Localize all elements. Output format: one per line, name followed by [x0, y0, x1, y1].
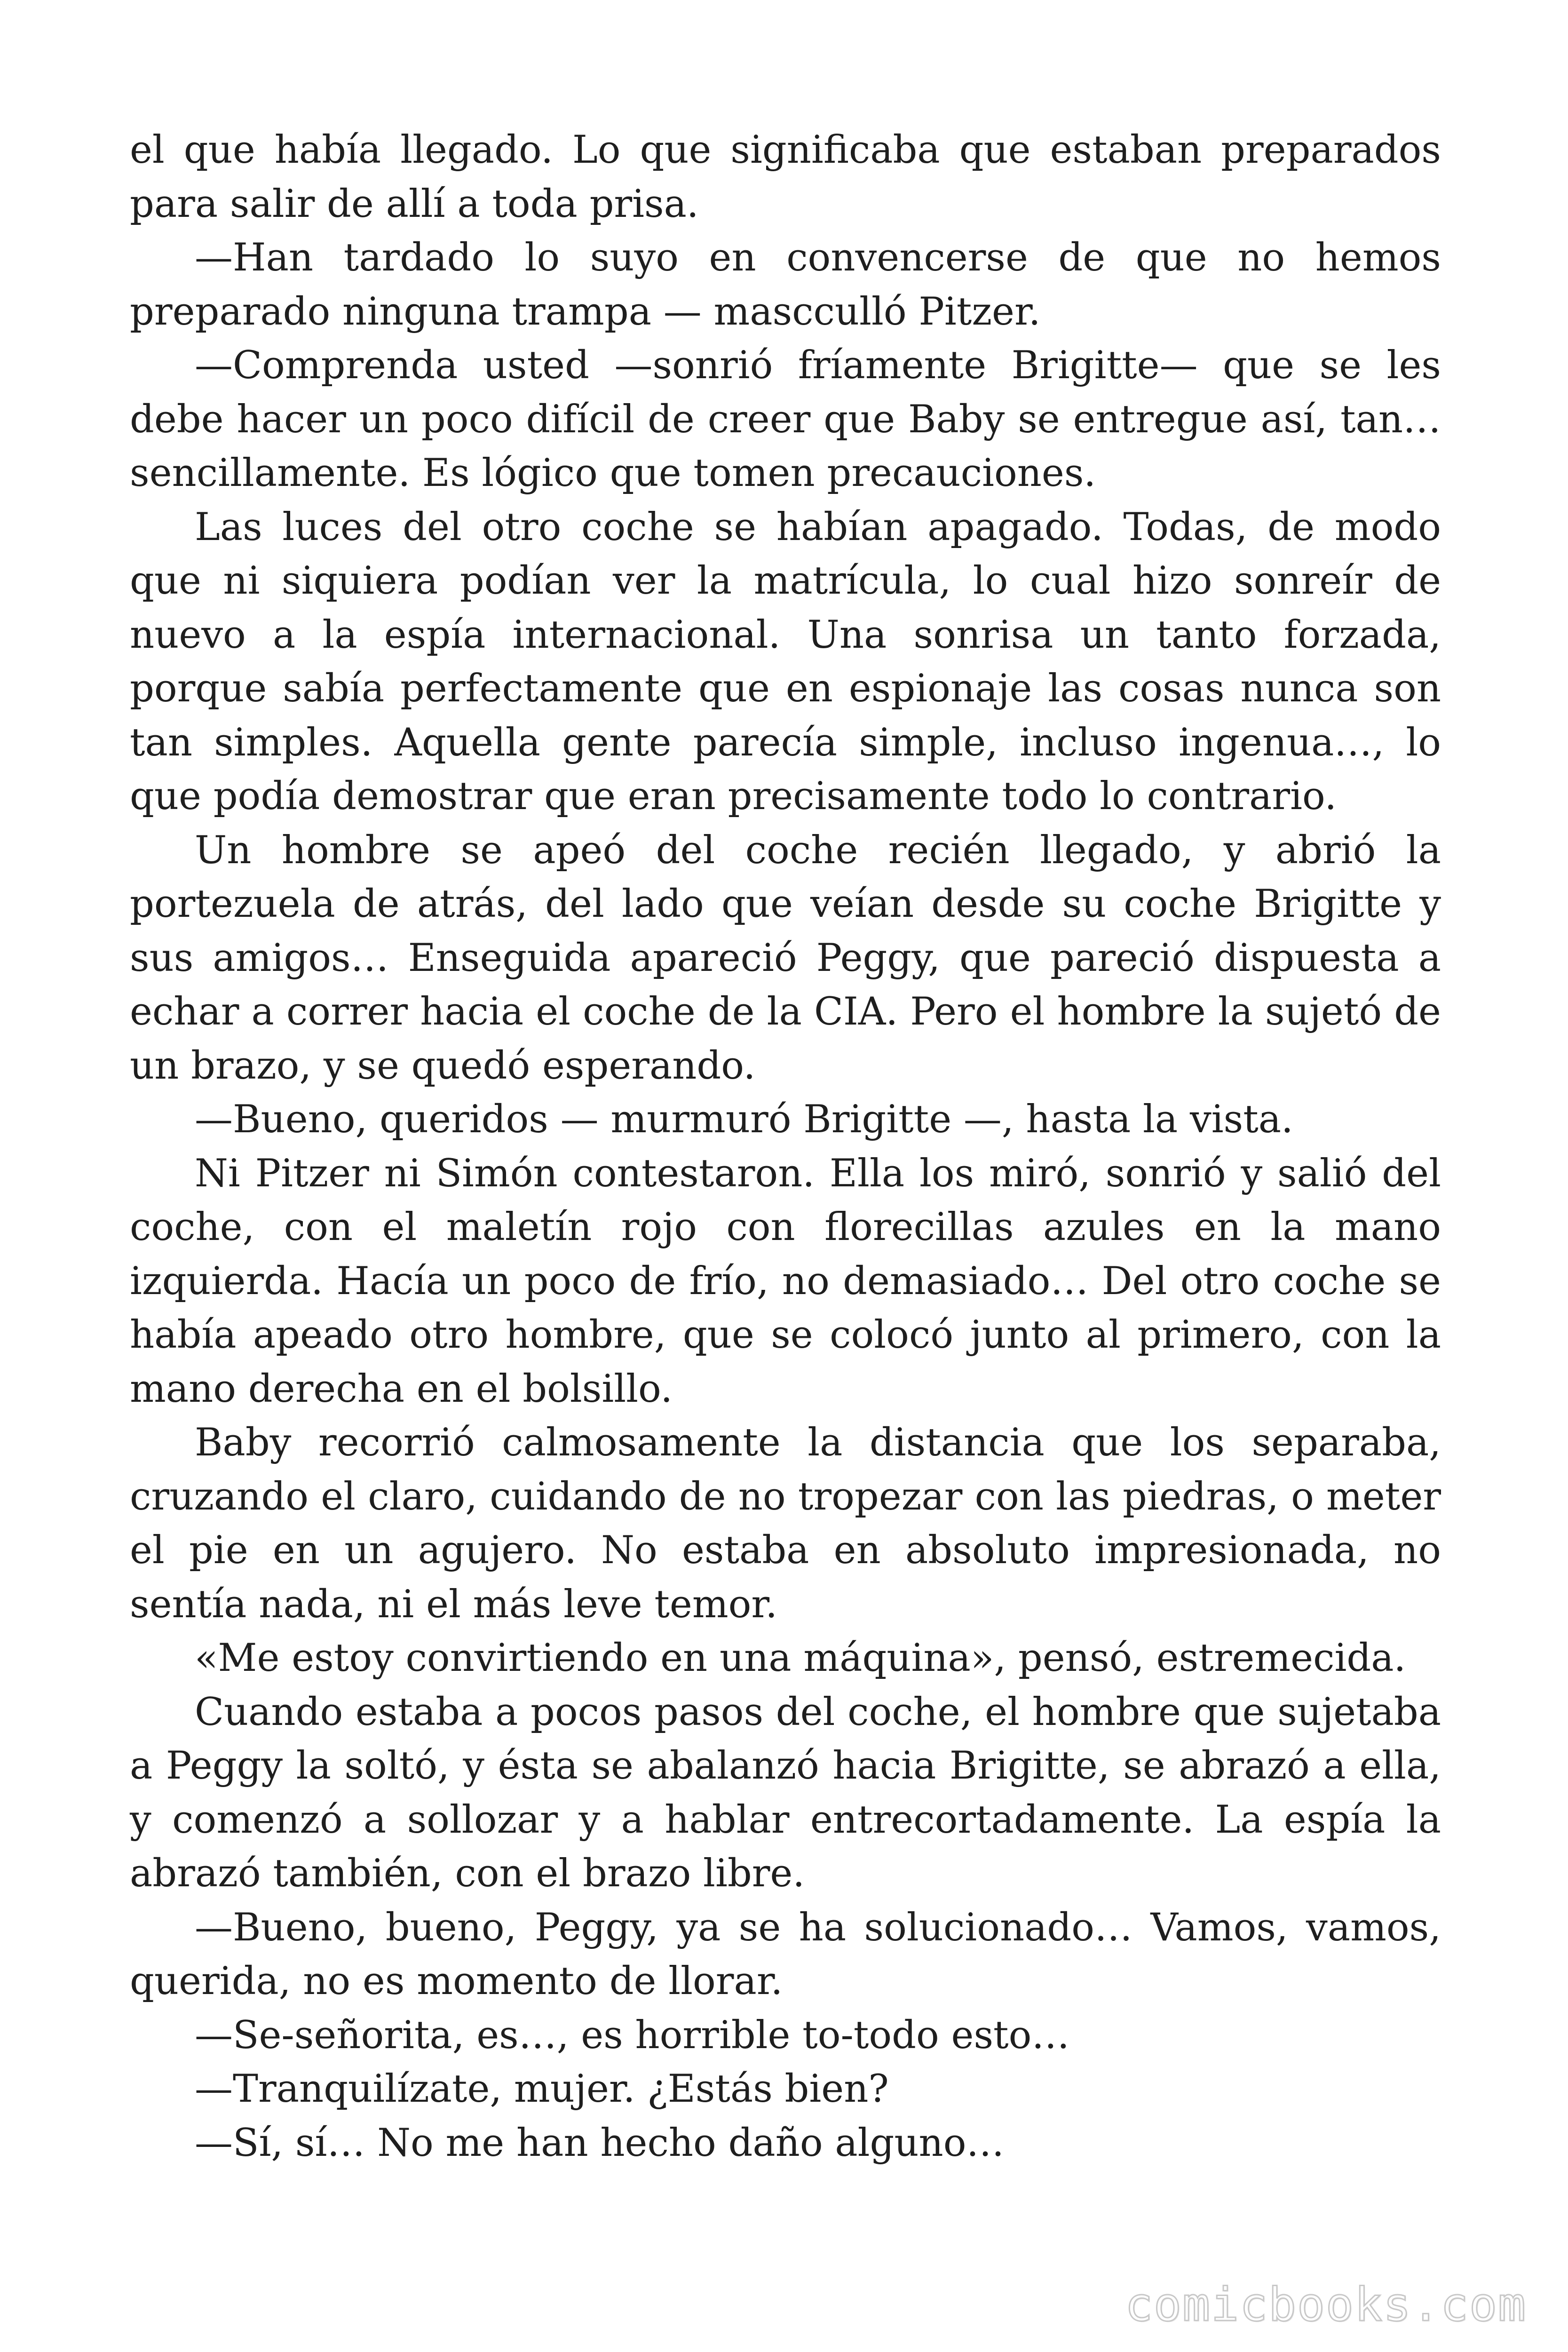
page-text: [130, 123, 1441, 2170]
paragraph-13: —Tranquilízate, mujer. ¿Estás bien?: [195, 2067, 889, 2111]
paragraph-3: —Comprenda usted —sonrió fríamente Brigitte— que se les debe hacer un poco difícil de creer que Baby se entregue así, tan… sencillamente. Es lógico que tomen precauciones.: [130, 343, 1441, 495]
paragraph-5: Un hombre se apeó del coche recién llegado, y abrió la portezuela de atrás, del lado que veían desde su coche Brigitte y sus amigos… Enseguida apareció Peggy, que pareció dispuesta a echar a correr hacia el coche de la CIA. Pero el hombre la sujetó de un brazo, y se quedó esperando.: [130, 828, 1441, 1088]
watermark: comicbooks.com: [1125, 2278, 1527, 2332]
paragraph-1: el que había llegado. Lo que significaba que estaban preparados para salir de allí a toda prisa.: [130, 128, 1441, 226]
paragraph-6: —Bueno, queridos — murmuró Brigitte —, hasta la vista.: [195, 1097, 1293, 1142]
paragraph-11: —Bueno, bueno, Peggy, ya se ha solucionado… Vamos, vamos, querida, no es momento de llorar.: [130, 1905, 1441, 2003]
paragraph-9: «Me estoy convirtiendo en una máquina», pensó, estremecida.: [195, 1636, 1406, 1680]
paragraph-8: Baby recorrió calmosamente la distancia que los separaba, cruzando el claro, cuidando de no tropezar con las piedras, o meter el pie en un agujero. No estaba en absoluto impresionada, no sentía nada, ni el más leve temor.: [130, 1421, 1441, 1627]
paragraph-7: Ni Pitzer ni Simón contestaron. Ella los miró, sonrió y salió del coche, con el maletín rojo con florecillas azules en la mano izquierda. Hacía un poco de frío, no demasiado… Del otro coche se había apeado otro hombre, que se colocó junto al primero, con la mano derecha en el bolsillo.: [130, 1151, 1441, 1411]
paragraph-10: Cuando estaba a pocos pasos del coche, el hombre que sujetaba a Peggy la soltó, y ésta se abalanzó hacia Brigitte, se abrazó a ella, y comenzó a sollozar y a hablar entrecortadamente. La espía la abrazó también, con el brazo libre.: [130, 1690, 1441, 1896]
paragraph-14: —Sí, sí… No me han hecho daño alguno…: [195, 2121, 1005, 2165]
paragraph-4: Las luces del otro coche se habían apagado. Todas, de modo que ni siquiera podían ver la matrícula, lo cual hizo sonreír de nuevo a la espía internacional. Una sonrisa un tanto forzada, porque sabía perfectamente que en espionaje las cosas nunca son tan simples. Aquella gente parecía simple, incluso ingenua…, lo que podía demostrar que eran precisamente todo lo contrario.: [130, 505, 1441, 818]
paragraph-12: —Se-señorita, es…, es horrible to-todo esto…: [195, 2013, 1070, 2058]
paragraph-2: —Han tardado lo suyo en convencerse de que no hemos preparado ninguna trampa — mascculló Pitzer.: [130, 236, 1441, 334]
